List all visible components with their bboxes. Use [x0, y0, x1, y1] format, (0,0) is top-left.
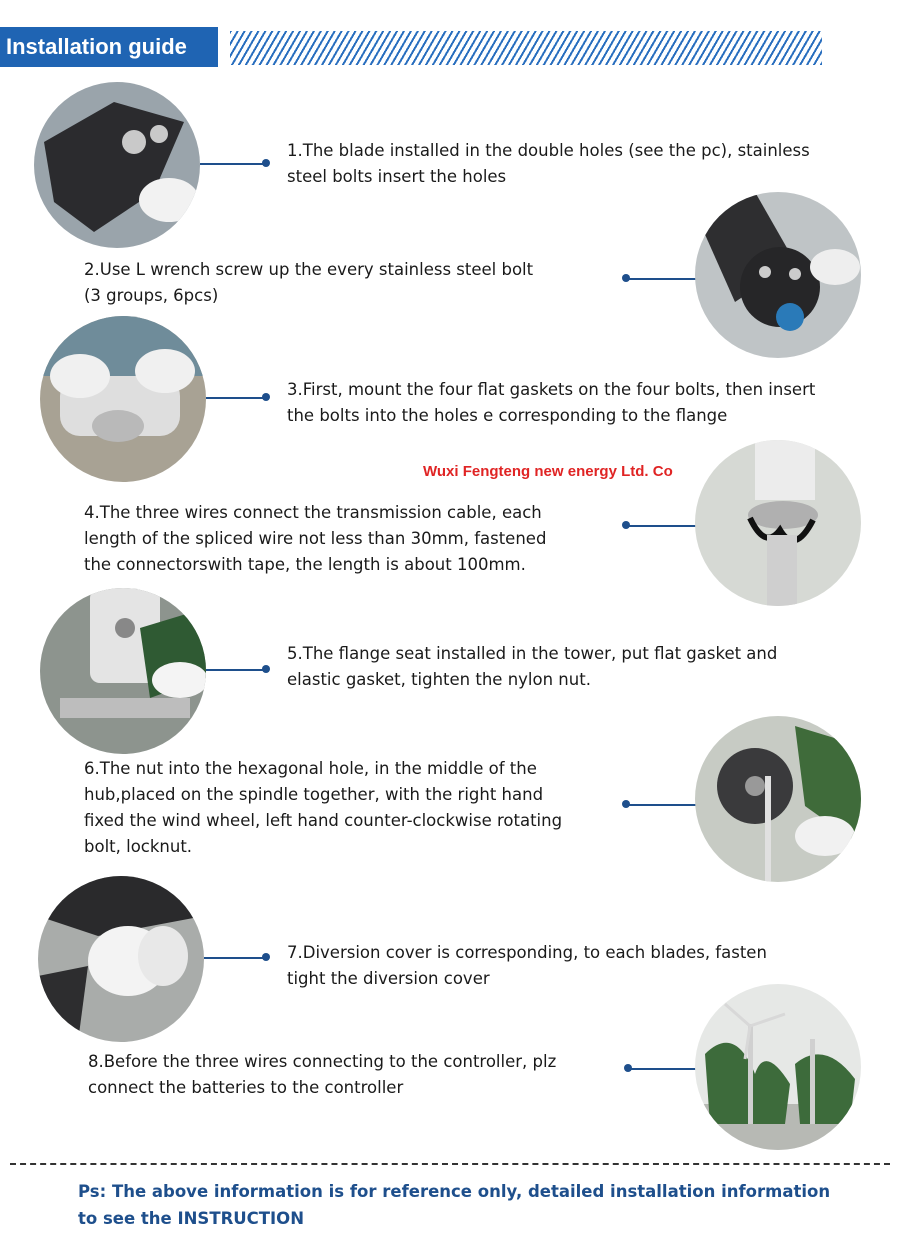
step6-text: [84, 756, 562, 860]
step2-photo: [695, 192, 861, 358]
step7-photo: [38, 876, 204, 1042]
step3-connector: [206, 397, 266, 399]
step6-photo: [695, 716, 861, 882]
step1-line: 1.The blade installed in the double holes (see the pc), stainless: [287, 141, 810, 160]
step6-line: bolt, locknut.: [84, 837, 193, 856]
step1-text: [287, 138, 810, 190]
step8-text: [88, 1049, 556, 1101]
section-title: Installation guide: [0, 27, 218, 67]
step3-line: 3.First, mount the four flat gaskets on the four bolts, then insert: [287, 380, 816, 399]
step1-connector-dot: [262, 159, 270, 167]
step3-photo: [40, 316, 206, 482]
step6-line: 6.The nut into the hexagonal hole, in the middle of the: [84, 759, 537, 778]
step8-line: connect the batteries to the controller: [88, 1078, 404, 1097]
step5-connector: [206, 669, 266, 671]
footer-divider: [10, 1163, 890, 1165]
step4-text: [84, 500, 546, 578]
step6-line: fixed the wind wheel, left hand counter-clockwise rotating: [84, 811, 563, 830]
step4-line: 4.The three wires connect the transmission cable, each: [84, 503, 542, 522]
step1-photo: [34, 82, 200, 248]
footnote-line: Ps: The above information is for reference only, detailed installation information: [78, 1182, 831, 1201]
step7-line: tight the diversion cover: [287, 969, 490, 988]
step4-connector: [626, 525, 696, 527]
step5-line: 5.The flange seat installed in the tower, put flat gasket and: [287, 644, 778, 663]
step1-connector: [200, 163, 266, 165]
step7-connector-dot: [262, 953, 270, 961]
step5-line: elastic gasket, tighten the nylon nut.: [287, 670, 591, 689]
step1-line: steel bolts insert the holes: [287, 167, 507, 186]
step5-photo: [40, 588, 206, 754]
step6-line: hub,placed on the spindle together, with the right hand: [84, 785, 544, 804]
step2-text: [84, 257, 533, 309]
header-stripe-decoration: [230, 31, 822, 65]
step8-connector: [628, 1068, 696, 1070]
step2-line: 2.Use L wrench screw up the every stainless steel bolt: [84, 260, 534, 279]
step4-photo: [695, 440, 861, 606]
section-header: [0, 27, 830, 67]
step3-text: [287, 377, 815, 429]
step3-connector-dot: [262, 393, 270, 401]
step7-connector: [204, 957, 266, 959]
step7-text: [287, 940, 767, 992]
step8-photo: [695, 984, 861, 1150]
step8-line: 8.Before the three wires connecting to the controller, plz: [88, 1052, 557, 1071]
company-watermark: Wuxi Fengteng new energy Ltd. Co: [423, 463, 673, 480]
footnote-line: to see the INSTRUCTION: [78, 1209, 305, 1228]
step5-text: [287, 641, 777, 693]
step4-line: length of the spliced wire not less than 30mm, fastened: [84, 529, 547, 548]
step3-line: the bolts into the holes e corresponding to the flange: [287, 406, 728, 425]
step6-connector: [626, 804, 696, 806]
step2-connector: [626, 278, 696, 280]
step4-line: the connectorswith tape, the length is about 100mm.: [84, 555, 526, 574]
step5-connector-dot: [262, 665, 270, 673]
step2-line: (3 groups, 6pcs): [84, 286, 219, 305]
footnote: [78, 1178, 830, 1232]
step7-line: 7.Diversion cover is corresponding, to each blades, fasten: [287, 943, 767, 962]
